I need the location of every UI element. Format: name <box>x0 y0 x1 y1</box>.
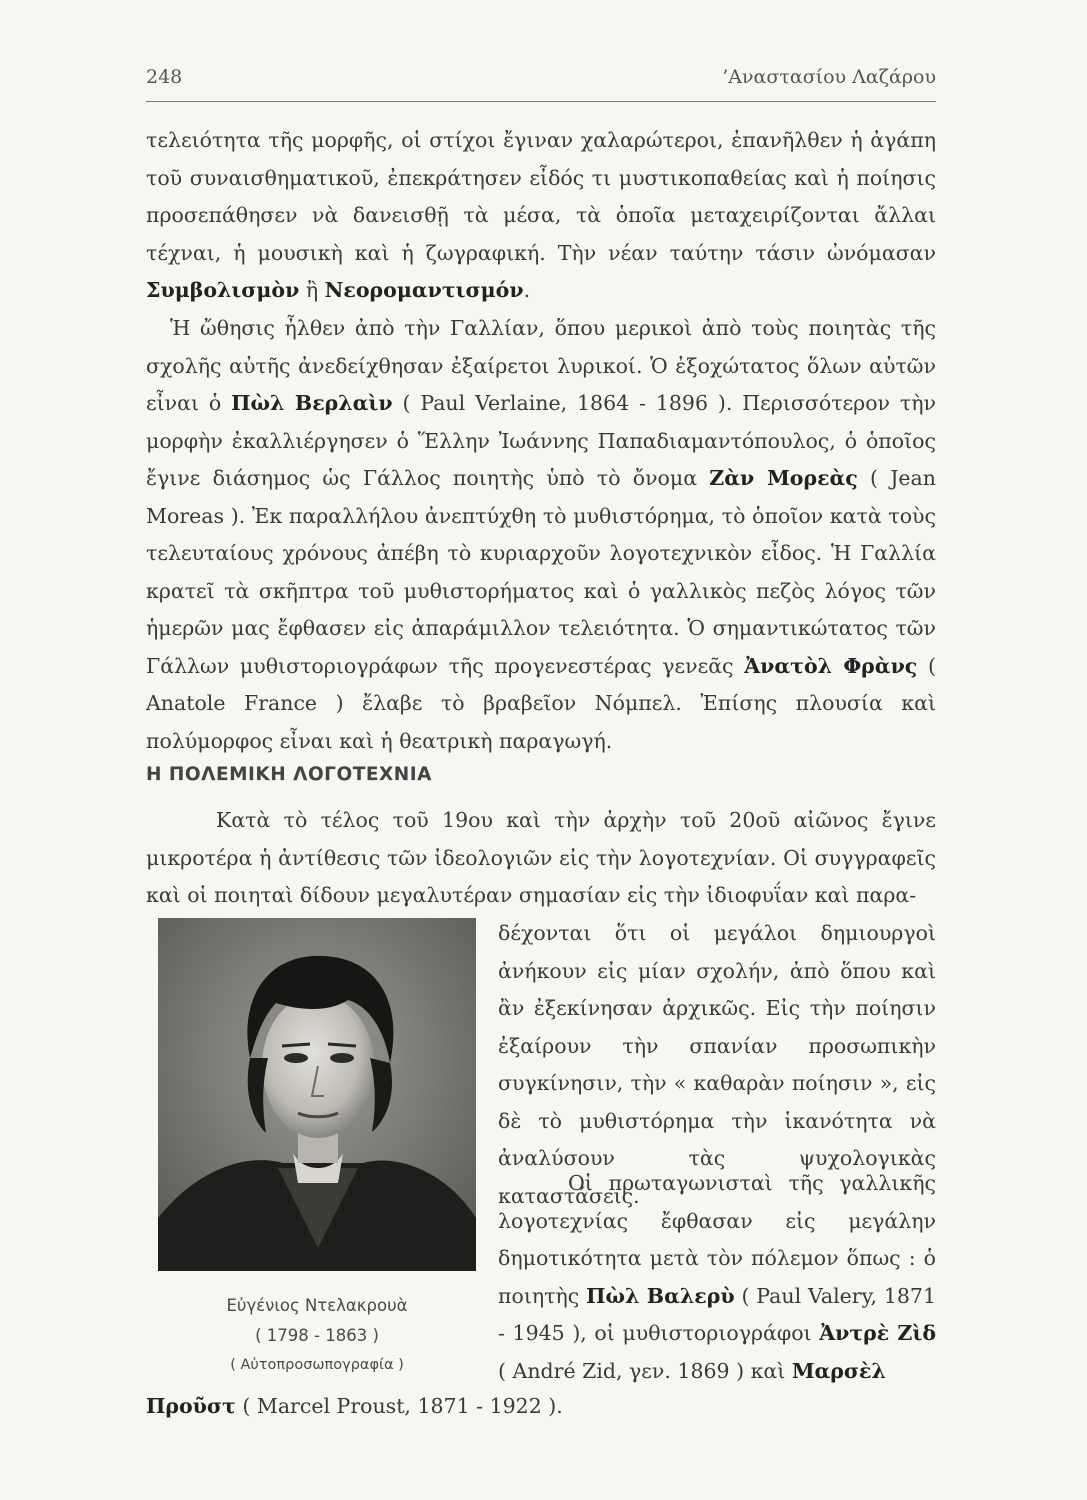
portrait-caption-years: ( 1798 - 1863 ) <box>255 1326 379 1345</box>
paragraph-text: ἢ <box>299 278 325 302</box>
header-rule <box>146 101 936 102</box>
paragraph-protagonists <box>498 1165 936 1390</box>
term-symbolism: Συμβολισμὸν <box>146 278 300 302</box>
term-neoromanticism: Νεορομαντισμόν <box>324 278 524 302</box>
paragraph-text: ( Marcel Proust, 1871 - 1922 ). <box>235 1394 563 1418</box>
portrait-image <box>158 918 476 1271</box>
name-gide: Ἀντρὲ Ζὶδ <box>819 1321 936 1345</box>
paragraph-protagonists-end <box>146 1388 936 1426</box>
paragraph-text: ( Paul Verlaine, 1864 - 1896 ). Περισσότερον τὴν μορφὴν ἐκαλλιέργησεν ὁ Ἕλλην Ἰωάννης Παπαδιαμαντόπουλος, ὁ ὁποῖος ἔγινε διάσημος ὡς Γάλλος ποιητὴς ὑπὸ τὸ ὄνομα <box>146 391 936 490</box>
name-marcel: Μαρσὲλ <box>791 1358 886 1383</box>
paragraph-text: τελειότητα τῆς μορφῆς, οἱ στίχοι ἔγιναν χαλαρώτεροι, ἐπανῆλθεν ἡ ἀγάπη τοῦ συναισθηματικοῦ, ἐπεκράτησεν εἶδός τι μυστικοπαθείας καὶ ἡ ποίησις προσεπάθησεν νὰ δανεισθῇ τὰ μέσα, τὰ ὁποῖα μεταχειρίζονται ἄλλαι τέχναι, ἡ μουσικὴ καὶ ἡ ζωγραφική. Τὴν νέαν ταύτην τάσιν ὠνόμασαν <box>146 128 936 265</box>
paragraph-text: ( André Zid, γεν. 1869 ) καὶ <box>498 1358 792 1383</box>
paragraph-text: ( Paul Valery, 1871 - 1945 ), οἱ μυθιστοριογράφοι <box>498 1283 936 1345</box>
portrait-caption-name: Εὐγένιος Ντελακρουὰ <box>226 1296 408 1315</box>
paragraph-text: ( Jean Moreas ). Ἐκ παραλλήλου ἀνεπτύχθη τὸ μυθιστόρημα, τὸ ὁποῖον κατὰ τοὺς τελευταίους χρόνους ἀπέβη τὸ κυριαρχοῦν λογοτεχνικὸν εἶδος. Ἡ Γαλλία κρατεῖ τὰ σκῆπτρα τοῦ μυθιστορήματος καὶ ὁ γαλλικὸς πεζὸς λόγος τῶν ἡμερῶν μας ἔφθασεν εἰς ἀπαράμιλλον τελειότητα. Ὁ σημαντικώτατος τῶν Γάλλων μυθιστοριογράφων τῆς προγενεστέρας γενεᾶς <box>146 466 936 678</box>
name-proust: Προῦστ <box>146 1394 236 1418</box>
page-header <box>146 62 936 96</box>
name-verlaine: Πὼλ Βερλαὶν <box>231 391 393 415</box>
paragraph-text: ( Anatole France ) ἔλαβε τὸ βραβεῖον Νόμπελ. Ἐπίσης πλουσία καὶ πολύμορφος εἶναι καὶ ἡ θεατρικὴ παραγωγή. <box>146 653 936 753</box>
name-moreas: Ζὰν Μορεὰς <box>709 466 858 490</box>
section-heading: Η ΠΟΛΕΜΙΚΗ ΛΟΓΟΤΕΧΝΙΑ <box>146 764 432 785</box>
running-title: ’Αναστασίου Λαζάρου <box>722 66 936 88</box>
paragraph-symbolism <box>146 122 936 310</box>
portrait-delacroix <box>158 918 476 1271</box>
paragraph-ideologies-wrapped: δέχονται ὅτι οἱ μεγάλοι δημιουργοὶ ἀνήκουν εἰς μίαν σχολήν, ἀπὸ ὅπου καὶ ἂν ἐξεκίνησαν ἀρχικῶς. Εἰς τὴν ποίησιν ἐξαίρουν τὴν σπανίαν προσωπικὴν συγκίνησιν, τὴν « καθαρὰν ποίησιν », εἰς δὲ τὸ μυθιστόρημα τὴν ἱκανότητα νὰ ἀναλύσουν τὰς ψυχολογικὰς καταστάσεις. <box>498 921 936 1208</box>
name-anatole-france: Ἀνατὸλ Φρὰνς <box>744 653 918 678</box>
portrait-caption-note: ( Αὐτοπροσωπογραφία ) <box>230 1357 404 1373</box>
paragraph-text: Ἡ ὤθησις ἦλθεν ἀπὸ τὴν Γαλλίαν, ὅπου μερικοὶ ἀπὸ τοὺς ποιητὰς τῆς σχολῆς αὐτῆς ἀνεδείχθησαν ἐξαίρετοι λυρικοί. Ὁ ἐξοχώτατος ὅλων αὐτῶν εἶναι ὁ <box>146 316 936 415</box>
page-number: 248 <box>146 66 183 88</box>
paragraph-text: Οἱ πρωταγωνισταὶ τῆς γαλλικῆς λογοτεχνίας ἔφθασαν εἰς μεγάλην δημοτικότητα μετὰ τὸν πόλεμον ὅπως : ὁ ποιητὴς <box>498 1171 936 1308</box>
paragraph-text: . <box>523 278 531 302</box>
name-valery: Πὼλ Βαλερὺ <box>586 1283 735 1308</box>
paragraph-ideologies-intro: Κατὰ τὸ τέλος τοῦ 19ου καὶ τὴν ἀρχὴν τοῦ 20οῦ αἰῶνος ἔγινε μικροτέρα ἡ ἀντίθεσις τῶν ἰδεολογιῶν εἰς τὴν λογοτεχνίαν. Οἱ συγγραφεῖς καὶ οἱ ποιηταὶ δίδουν μεγαλυτέραν σημασίαν εἰς τὴν ἰδιοφυΐαν καὶ παρα- <box>146 808 936 907</box>
paragraph-french-poets <box>146 310 936 760</box>
